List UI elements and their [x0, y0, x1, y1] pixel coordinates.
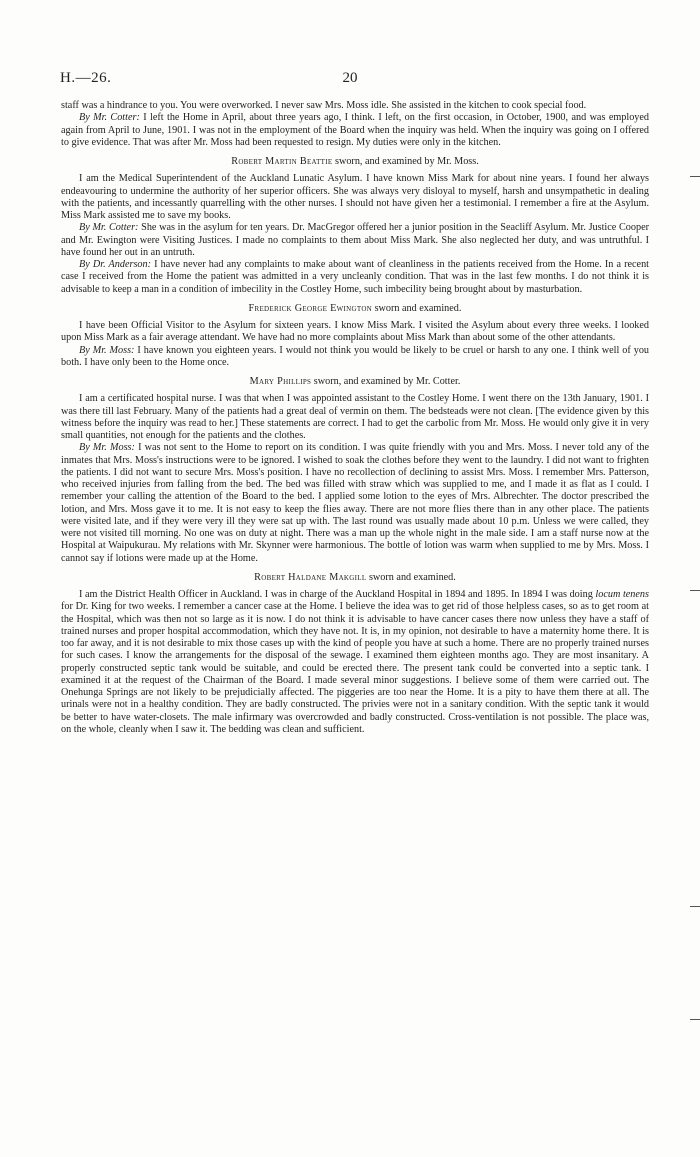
page-reference: H.—26.	[60, 70, 112, 86]
paragraph	[61, 259, 649, 296]
paragraph	[61, 345, 649, 370]
examiner-lead: By Mr. Moss:	[79, 442, 135, 454]
witness-heading-rest: sworn, and examined by Mr. Cotter.	[311, 376, 461, 387]
witness-name: Robert Haldane Makgill	[254, 571, 367, 583]
margin-mark	[690, 1019, 700, 1020]
paragraph	[61, 222, 649, 259]
paragraph-text: I have been Official Visitor to the Asylum for sixteen years. I know Miss Mark. I visited the Asylum about every three weeks. I looked upon Miss Mark as a fair average attendant. We have had no more complaints about Miss Mark than about some of the other attendants.	[61, 320, 649, 344]
witness-heading-rest: sworn, and examined by Mr. Moss.	[332, 156, 479, 167]
paragraph	[61, 320, 649, 345]
witness-heading	[61, 572, 649, 584]
paragraph-text-start: I am the District Health Officer in Auckland. I was in charge of the Auckland Hospital in 1894 and 1895. In 1894 I was doing	[79, 589, 596, 600]
paragraph	[61, 112, 649, 149]
witness-heading	[61, 156, 649, 168]
margin-mark	[690, 906, 700, 907]
paragraph-text: I am a certificated hospital nurse. I was that when I was appointed assistant to the Costley Home. I went there on the 13th January, 1901. I was there till last February. Many of the patients had a great deal of vermin on them. The bedsteads were not clean. [The evidence given by this witness before the inquiry was read to her.] These statements are correct. I had to get the carbolic from Mr. Moss. He would only give it in very small quantities, not enough for the patients and the clothes.	[61, 393, 649, 441]
witness-heading	[61, 303, 649, 315]
page-header	[60, 70, 640, 90]
paragraph	[61, 173, 649, 222]
paragraph-text: I left the Home in April, about three years ago, I think. I left, on the first occasion, in October, 1900, and was employed again from April to June, 1901. I was not in the employment of the Board when the inquiry was held. When the inquiry was going on I offered to give evidence. That was after Mr. Moss had been requested to resign. My duties were only in the kitchen.	[61, 112, 649, 148]
page-number: 20	[342, 70, 358, 86]
paragraph-text: She was in the asylum for ten years. Dr. MacGregor offered her a junior position in the Seacliff Asylum. Mr. Justice Cooper and Mr. Ewington were Visiting Justices. I made no complaints to them about Miss Mark. She also neglected her duty, and was untruthful. I have found her out in an untruth.	[61, 222, 649, 258]
paragraph-text: I have known you eighteen years. I would not think you would be likely to be cruel or harsh to any one. I think well of you both. I have only been to the Home once.	[61, 344, 650, 368]
paragraph-text: I have never had any complaints to make about want of cleanliness in the patients received from the Home. In a recent case I received from the Home the patient was admitted in a very uncleanly condition. That was in the last few months. I do not think it is advisable to keep a man in a condition of imbecility in the Costley Home, such imbecility being brought about by masturbation.	[61, 259, 650, 295]
paragraph-text: I am the Medical Superintendent of the Auckland Lunatic Asylum. I have known Miss Mark for about nine years. I found her always endeavouring to undermine the authority of her superior officers. She was always very disloyal to myself, harsh and unsympathetic in dealing with the patients, and incessantly quarrelling with the other nurses. I should not have given her a testimonial. I remember a fire at the Asylum. Miss Mark assisted me to save my books.	[61, 173, 649, 221]
witness-heading-rest: sworn and examined.	[366, 571, 456, 583]
paragraph	[61, 100, 649, 112]
paragraph-text: staff was a hindrance to you. You were overworked. I never saw Mrs. Moss idle. She assisted in the kitchen to cook special food.	[61, 100, 587, 111]
margin-mark	[690, 590, 700, 591]
paragraph	[61, 442, 649, 565]
paragraph-text: for Dr. King for two weeks. I remember a cancer case at the Home. I believe the idea was to get rid of those helpless cases, so as to get room at the Hospital, which was then not so large as it is now. I do not think it is advisable to have cancer cases there now unless they have a staff of trained nurses and proper hospital accommodation, which they have not. It is, in my opinion, not desirable to have a maternity home there. It is too far away, and it is not desirable to mix those cases up with the kind of people you have at such a home. There are no properly trained nurses for such cases. I know the arrangements for the disposal of the sewage. I examined them eighteen months ago. They are most insanitary. A properly constructed septic tank would be suitable, and could be erected there. The present tank could be converted into a septic tank. I examined it at the request of the Chairman of the Board. I made several minor suggestions. I believe some of them were carried out. The Onehunga Springs are not likely to be prejudicially affected. The piggeries are too near the Home. It is a pity to have them there at all. The urinals were not in a healthy condition. They are badly constructed. The privies were not in a sanitary condition. With the septic tank it would be better to have water-closets. The male infirmary was overcrowded and badly constructed. Cross-ventilation is not possible. The place was, on the whole, cleanly when I saw it. The bedding was clean and sufficient.	[61, 601, 649, 735]
witness-name: Mary Phillips	[249, 376, 312, 387]
margin-mark	[690, 176, 700, 177]
witness-name: Frederick George Ewington	[248, 302, 373, 314]
paragraph	[61, 589, 649, 736]
examiner-lead: By Mr. Cotter:	[79, 112, 140, 124]
italic-phrase: locum tenens	[595, 589, 649, 600]
examiner-lead: By Mr. Moss:	[79, 344, 135, 356]
witness-name: Robert Martin Beattie	[231, 156, 333, 167]
paragraph	[61, 393, 649, 442]
document-body	[61, 100, 649, 736]
witness-heading-rest: sworn and examined.	[372, 302, 462, 314]
examiner-lead: By Dr. Anderson:	[79, 259, 152, 270]
witness-heading	[61, 376, 649, 388]
paragraph-text: I was not sent to the Home to report on its condition. I was quite friendly with you and Mrs. Moss. I never told any of the inmates that Mrs. Moss's instructions were to be ignored. I wished to soak the clothes before they went to the laundry. I did not want to frighten the patients. I did not want to secure Mrs. Moss's position. I have no recollection of declining to assist Mrs. Moss. I remember Mrs. Patterson, who received injuries from falling from the bed. The bed was filled with straw which was supplied to me, and I made it as flat as I could. I remember your calling the attention of the Board to the bed. I applied some lotion to the eyes of Mrs. Albrechter. The doctor prescribed the lotion, and Mrs. Moss gave it to me. It is not easy to keep the flies away. There are not more flies there than in any other place. The patients were visited late, and if they were very ill they were sat up with. The last round was usually made about 10 p.m. Unless we were called, they were not visited till morning. No one was on duty at night. There was a man up the whole night in the male side. I am a staff nurse now at the Hospital at Waipukurau. My relations with Mr. Skynner were harmonious. The bottle of lotion was warm when supplied to me by Mrs. Moss. I cannot say if lotions were made up at the Home.	[61, 442, 649, 564]
examiner-lead: By Mr. Cotter:	[79, 222, 139, 234]
